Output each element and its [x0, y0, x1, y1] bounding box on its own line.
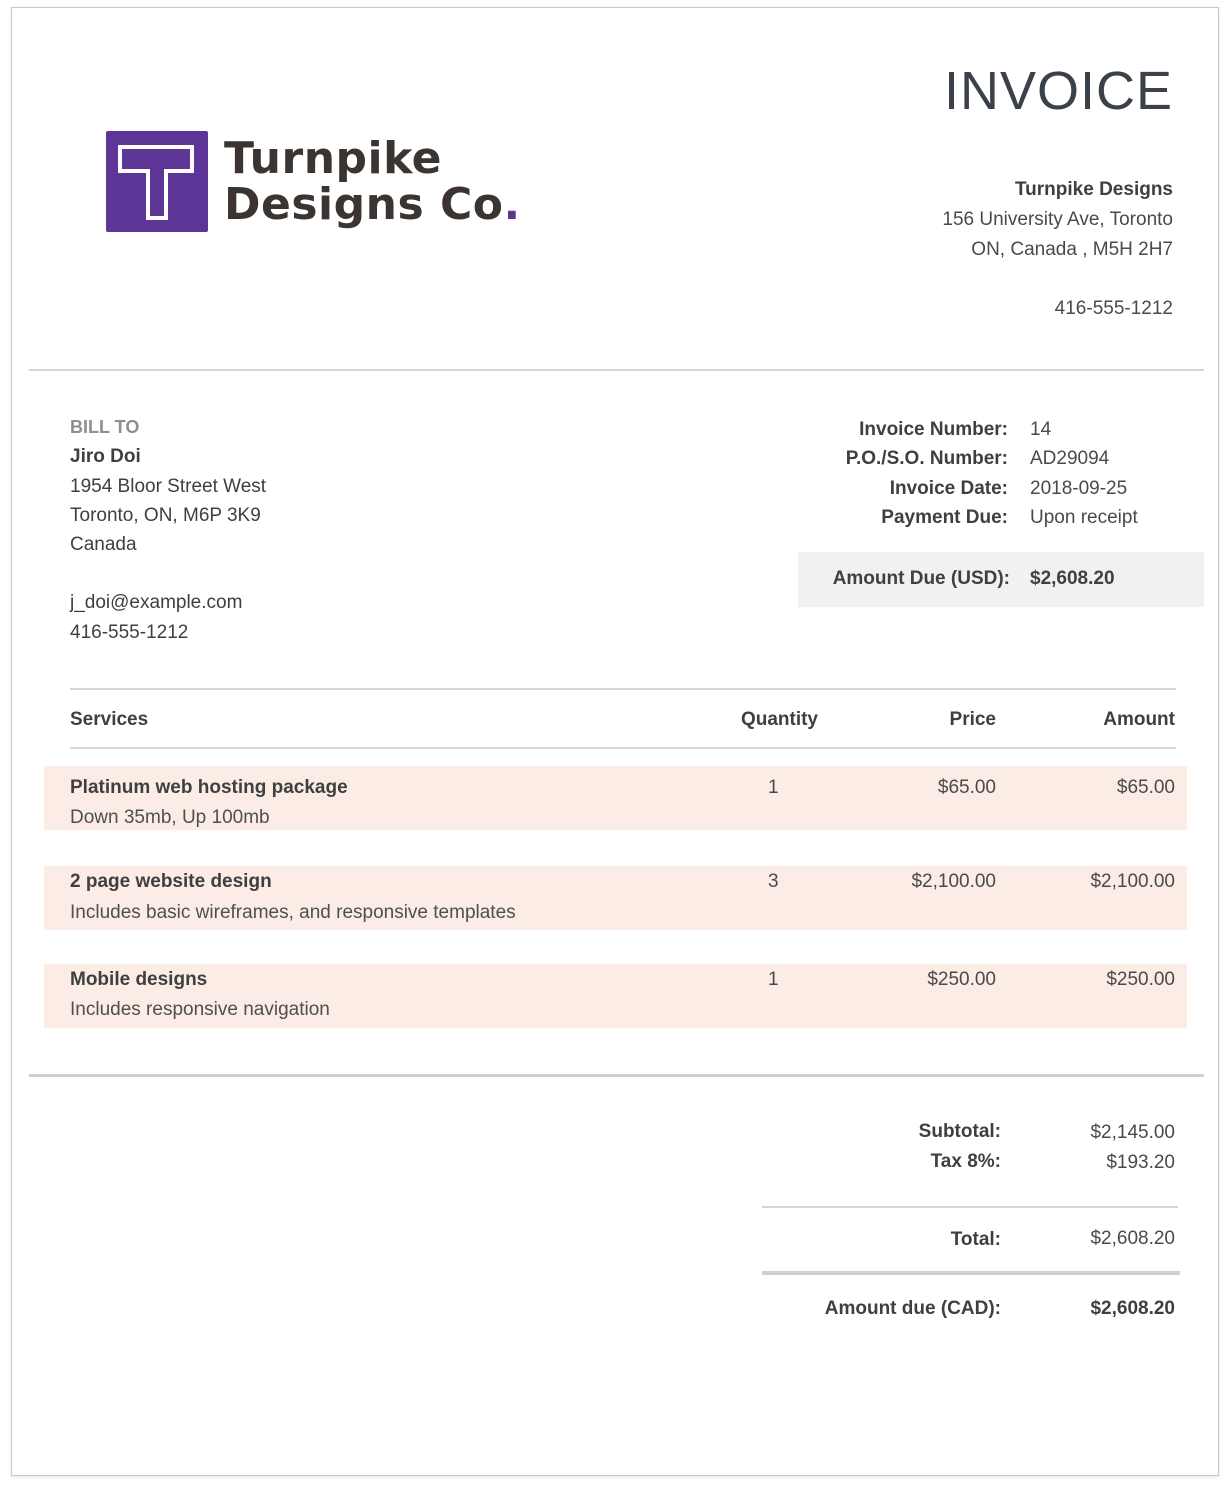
client-address-line1: 1954 Bloor Street West	[70, 475, 267, 497]
tax-label: Tax 8%:	[930, 1151, 1001, 1172]
meta-row-po-number	[712, 444, 1172, 473]
meta-label: P.O./S.O. Number:	[845, 448, 1008, 470]
service-amount: $2,100.00	[1090, 871, 1175, 892]
service-quantity: 3	[768, 871, 779, 892]
service-title: 2 page website design	[70, 871, 272, 892]
subtotal-value: $2,145.00	[1090, 1122, 1175, 1143]
company-phone: 416-555-1212	[1054, 298, 1173, 319]
service-description: Includes basic wireframes, and responsive templates	[70, 902, 516, 923]
subtotal-label: Subtotal:	[918, 1121, 1001, 1142]
bill-to-block	[70, 413, 266, 647]
client-address-line2: Toronto, ON, M6P 3K9	[70, 504, 261, 526]
amount-due-cad-value: $2,608.20	[1090, 1298, 1175, 1319]
header-divider	[29, 369, 1204, 371]
brand-name-line2: Designs Co	[224, 179, 504, 230]
company-name: Turnpike Designs	[1014, 179, 1173, 200]
column-header-amount: Amount	[1103, 709, 1175, 730]
invoice-meta	[712, 415, 1172, 532]
table-bottom-divider	[29, 1074, 1204, 1077]
client-phone: 416-555-1212	[70, 621, 189, 643]
service-description: Includes responsive navigation	[70, 999, 330, 1020]
amount-due-cad-label: Amount due (CAD):	[824, 1298, 1001, 1319]
service-price: $250.00	[927, 969, 996, 990]
meta-value: 2018-09-25	[1030, 477, 1128, 499]
service-title: Platinum web hosting package	[70, 777, 348, 798]
amount-due-box	[798, 552, 1204, 607]
column-header-price: Price	[949, 709, 996, 730]
meta-label: Invoice Date:	[889, 477, 1008, 499]
client-country: Canada	[70, 534, 137, 556]
service-quantity: 1	[768, 777, 779, 798]
amount-due-label: Amount Due (USD):	[832, 568, 1010, 589]
service-title: Mobile designs	[70, 969, 208, 990]
amount-due-value: $2,608.20	[1030, 568, 1115, 589]
totals-divider	[762, 1206, 1178, 1208]
service-price: $2,100.00	[911, 871, 996, 892]
meta-value: Upon receipt	[1030, 506, 1138, 528]
service-price: $65.00	[937, 777, 996, 798]
company-address-line2: ON, Canada , M5H 2H7	[971, 239, 1173, 260]
company-info	[942, 175, 1173, 324]
meta-value: 14	[1030, 419, 1052, 440]
meta-value: AD29094	[1030, 448, 1110, 470]
service-amount: $65.00	[1116, 777, 1175, 798]
company-address-line1: 156 University Ave, Toronto	[942, 209, 1173, 230]
amount-due-divider	[762, 1271, 1180, 1275]
table-header-divider	[70, 747, 1176, 749]
brand-wordmark	[224, 133, 521, 230]
brand-dot: .	[503, 179, 521, 230]
meta-label: Payment Due:	[881, 506, 1008, 528]
brand-name-line1: Turnpike	[224, 133, 443, 184]
meta-row-payment-due	[712, 503, 1172, 532]
table-top-divider	[70, 688, 1176, 690]
t-monogram-icon	[106, 131, 208, 232]
column-header-quantity: Quantity	[740, 709, 818, 730]
meta-row-invoice-number	[712, 415, 1172, 444]
invoice-page	[11, 7, 1219, 1476]
meta-label: Invoice Number:	[859, 419, 1008, 440]
service-quantity: 1	[768, 969, 779, 990]
service-amount: $250.00	[1106, 969, 1175, 990]
client-email[interactable]: j_doi@example.com	[70, 592, 243, 614]
invoice-title: INVOICE	[943, 61, 1173, 121]
total-label: Total:	[950, 1229, 1001, 1250]
client-name: Jiro Doi	[70, 446, 141, 468]
total-value: $2,608.20	[1090, 1228, 1175, 1249]
service-description: Down 35mb, Up 100mb	[70, 807, 270, 828]
bill-to-label: BILL TO	[70, 417, 140, 437]
meta-row-invoice-date	[712, 474, 1172, 503]
column-header-services: Services	[70, 709, 149, 730]
tax-value: $193.20	[1106, 1152, 1175, 1173]
